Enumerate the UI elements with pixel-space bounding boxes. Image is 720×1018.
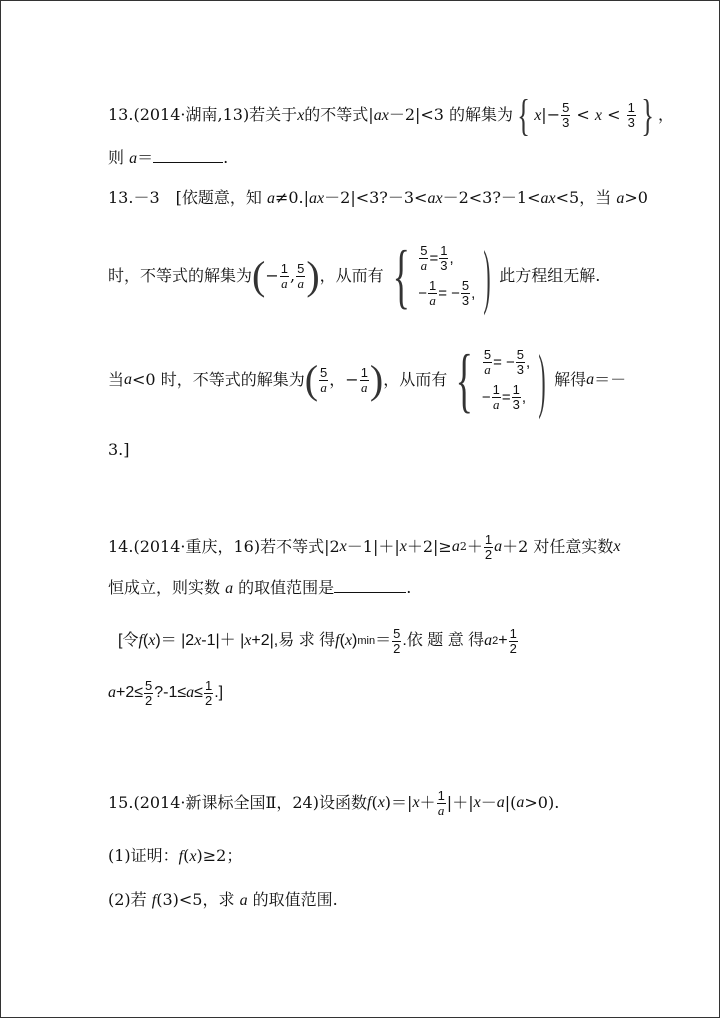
q15-part2: (2)若 f(3)<5，求 a 的取值范围. bbox=[108, 890, 338, 909]
fraction: $\frac{5}{2}$ bbox=[393, 625, 401, 656]
right-brace: } bbox=[641, 90, 654, 140]
fraction: $\frac{1}{2}$ bbox=[204, 677, 213, 708]
set-var-x: x bbox=[534, 107, 542, 124]
fraction: $\frac{1}{2}$ bbox=[509, 625, 517, 656]
equation-system-2: { $\frac{5}{a}$ = − $\frac{5}{3}$ , − $\frac{1}{a}$ = $\frac{1}{3}$ , ) bbox=[455, 340, 546, 420]
right-paren: ) bbox=[369, 357, 384, 402]
fraction: $\frac{1}{2}$ bbox=[484, 531, 493, 562]
q14-line2: 恒成立，则实数 a 的取值范围是 . bbox=[108, 578, 412, 597]
a14-line1: [令 f ( x )＝ |2 x -1|＋ | x +2|,易 求 得 f ( x ) min ＝ $\frac{5}{2}$ .依 题 意 得 a 2 + $\frac{1}{2}$ bbox=[118, 625, 517, 656]
system-row: − $\frac{1}{a}$ = $\frac{1}{3}$ , bbox=[481, 382, 526, 412]
answer-blank bbox=[153, 161, 223, 163]
a13-line2: 时，不等式的解集为 ( − $\frac{1}{a}$ , $\frac{5}{a}$ ) ，从而有 { $\frac{5}{a}$ = $\frac{1}{3}$ , − $\frac{1}{a}$ = − $\frac{5}{3}$ , ) 此方程组无解. bbox=[108, 236, 601, 316]
answer-blank bbox=[334, 591, 406, 593]
fraction: $\frac{5}{2}$ bbox=[145, 677, 153, 708]
q13-var-ax: ax bbox=[373, 107, 389, 124]
fraction: $\frac{1}{a}$ bbox=[437, 787, 445, 818]
q13-line1: 13.(2014·湖南,13)若关于x的不等式|ax－2|<3 的解集为{ x|− $\frac{5}{3}$ < x < $\frac{1}{3}$ } ， bbox=[108, 90, 674, 140]
fraction: $\frac{5}{3}$ bbox=[562, 100, 570, 130]
system-row: $\frac{5}{a}$ = − $\frac{5}{3}$ , bbox=[483, 347, 531, 377]
system-row: $\frac{5}{a}$ = $\frac{1}{3}$ , bbox=[420, 243, 454, 273]
q13-text: －2|<3 的解集为 bbox=[388, 105, 514, 124]
q14-line1: 14.(2014·重庆，16)若不等式|2 x －1|＋| x ＋2|≥ a 2 ＋ $\frac{1}{2}$ a ＋2 对任意实数 x bbox=[108, 531, 621, 562]
q13-prefix: 13.(2014·湖南,13)若关于 bbox=[108, 105, 298, 124]
a13-line3: 当 a <0 时，不等式的解集为 ( $\frac{5}{a}$ ，− $\frac{1}{a}$ ) ，从而有 { $\frac{5}{a}$ = − $\frac{5}{3}$ , − $\frac{1}{a}$ = $\frac{1}{3}$ , ) 解得 a ＝－ bbox=[108, 340, 627, 420]
q13-line2: 则 a＝ . bbox=[108, 148, 229, 167]
fraction: $\frac{1}{a}$ bbox=[360, 364, 368, 395]
fraction: $\frac{1}{a}$ bbox=[280, 260, 288, 291]
q13-text: 的不等式| bbox=[304, 105, 374, 124]
a13-line1: 13.－3 [依题意，知 a≠0.|ax－2|<3?－3<ax－2<3?－1<ax<5，当 a>0 bbox=[108, 188, 648, 207]
left-brace: { bbox=[517, 90, 530, 140]
equation-system-1: { $\frac{5}{a}$ = $\frac{1}{3}$ , − $\frac{1}{a}$ = − $\frac{5}{3}$ , ) bbox=[392, 236, 491, 316]
a13-line4: 3.] bbox=[108, 440, 130, 459]
fraction: $\frac{1}{3}$ bbox=[627, 100, 635, 130]
right-paren: ) bbox=[306, 253, 320, 298]
left-paren: ( bbox=[304, 357, 319, 402]
a14-line2: a +2≤ $\frac{5}{2}$ ?-1≤ a ≤ $\frac{1}{2}$ .] bbox=[108, 677, 224, 708]
q15-part1: (1)证明：f(x)≥2； bbox=[108, 846, 243, 865]
q15-line1: 15.(2014·新课标全国Ⅱ，24)设函数 f ( x )＝| x ＋ $\frac{1}{a}$ |＋| x － a |( a >0). bbox=[108, 787, 560, 818]
q13-var-x: x bbox=[297, 107, 305, 124]
system-row: − $\frac{1}{a}$ = − $\frac{5}{3}$ , bbox=[418, 278, 476, 308]
fraction: $\frac{5}{a}$ bbox=[320, 364, 328, 395]
left-paren: ( bbox=[252, 253, 266, 298]
set-bar: |− bbox=[541, 105, 561, 124]
fraction: $\frac{5}{a}$ bbox=[297, 260, 305, 291]
